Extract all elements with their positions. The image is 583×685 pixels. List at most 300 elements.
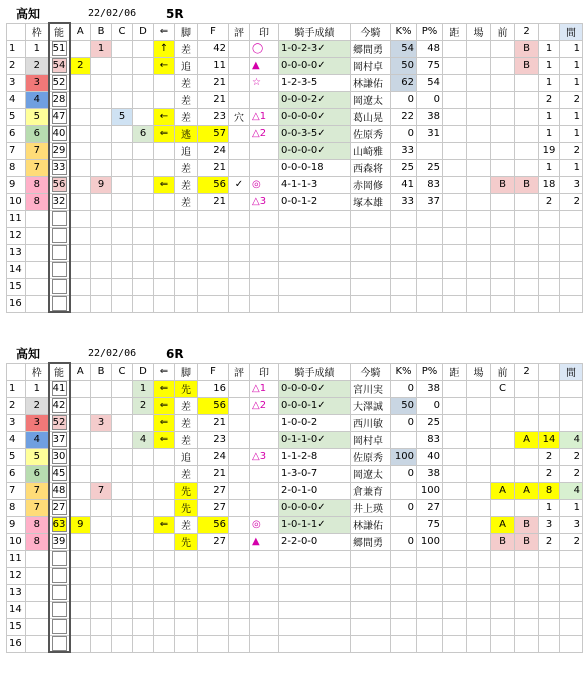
arrow-cell xyxy=(154,533,175,550)
col-header-course-cell: 場 xyxy=(467,363,491,380)
waku-cell xyxy=(26,601,49,618)
a-cell xyxy=(70,125,91,142)
row-number: 16 xyxy=(7,295,26,312)
interval-cell: 2 xyxy=(560,448,583,465)
a-cell xyxy=(70,618,91,635)
jockey-name-cell: 岡村卓 xyxy=(351,431,391,448)
jockey-name-cell: 林謙佑 xyxy=(351,74,391,91)
table-row xyxy=(7,516,583,533)
prev-cell xyxy=(491,193,515,210)
d-cell xyxy=(133,193,154,210)
prev-cell xyxy=(491,618,515,635)
extra-cell xyxy=(539,244,560,261)
col-header-interval-cell: 間 xyxy=(560,363,583,380)
b-cell xyxy=(91,533,112,550)
col-header-row-number xyxy=(7,363,26,380)
prev-cell xyxy=(491,567,515,584)
interval-cell xyxy=(560,244,583,261)
second-cell xyxy=(515,74,539,91)
arrow-cell xyxy=(154,584,175,601)
row-number: 1 xyxy=(7,40,26,57)
b-cell xyxy=(91,584,112,601)
second-cell xyxy=(515,618,539,635)
b-cell xyxy=(91,295,112,312)
a-cell xyxy=(70,261,91,278)
course-cell xyxy=(467,567,491,584)
jockey-name-cell: 塚本雄 xyxy=(351,193,391,210)
table-row-empty xyxy=(7,295,583,312)
row-number: 5 xyxy=(7,108,26,125)
interval-cell: 1 xyxy=(560,125,583,142)
interval-cell: 4 xyxy=(560,482,583,499)
b-cell xyxy=(91,550,112,567)
a-cell: 9 xyxy=(70,516,91,533)
prev-cell: A xyxy=(491,482,515,499)
prev-cell xyxy=(491,261,515,278)
col-header-second-cell: 2 xyxy=(515,23,539,40)
table-row xyxy=(7,448,583,465)
distance-cell xyxy=(443,635,467,652)
jockey-record-cell xyxy=(279,584,351,601)
jockey-record-cell xyxy=(279,567,351,584)
jockey-record-cell: 2-2-0-0 xyxy=(279,533,351,550)
course-cell xyxy=(467,635,491,652)
c-cell xyxy=(112,176,133,193)
p-pct-cell: 37 xyxy=(417,193,443,210)
interval-cell xyxy=(560,227,583,244)
k-pct-cell: 100 xyxy=(391,448,417,465)
hyo-cell xyxy=(229,244,250,261)
col-header-distance-cell: 距 xyxy=(443,363,467,380)
b-cell xyxy=(91,431,112,448)
table-row-empty xyxy=(7,244,583,261)
interval-cell xyxy=(560,295,583,312)
row-number: 15 xyxy=(7,278,26,295)
p-pct-cell: 48 xyxy=(417,40,443,57)
jockey-record-cell xyxy=(279,210,351,227)
p-pct-cell xyxy=(417,142,443,159)
a-cell xyxy=(70,482,91,499)
hyo-cell xyxy=(229,584,250,601)
k-pct-cell: 0 xyxy=(391,380,417,397)
f-cell: 21 xyxy=(198,414,229,431)
kyaku-cell: 差 xyxy=(175,397,198,414)
d-cell: 1 xyxy=(133,380,154,397)
a-cell xyxy=(70,227,91,244)
arrow-cell xyxy=(154,210,175,227)
table-row-empty xyxy=(7,584,583,601)
c-cell xyxy=(112,125,133,142)
nou-value xyxy=(52,296,67,311)
mark-cell xyxy=(250,482,279,499)
second-cell xyxy=(515,601,539,618)
hyo-cell xyxy=(229,550,250,567)
course-cell xyxy=(467,533,491,550)
nou-cell xyxy=(49,482,70,499)
b-cell: 3 xyxy=(91,414,112,431)
waku-cell: 8 xyxy=(26,193,49,210)
course-cell xyxy=(467,380,491,397)
waku-cell: 1 xyxy=(26,380,49,397)
k-pct-cell xyxy=(391,261,417,278)
prev-cell xyxy=(491,142,515,159)
k-pct-cell xyxy=(391,244,417,261)
mark-cell xyxy=(250,159,279,176)
c-cell xyxy=(112,244,133,261)
d-cell xyxy=(133,448,154,465)
extra-cell: 2 xyxy=(539,533,560,550)
arrow-cell xyxy=(154,227,175,244)
extra-cell: 19 xyxy=(539,142,560,159)
k-pct-cell xyxy=(391,635,417,652)
hyo-cell xyxy=(229,125,250,142)
col-header-course-cell: 場 xyxy=(467,23,491,40)
extra-cell: 1 xyxy=(539,159,560,176)
mark-cell xyxy=(250,227,279,244)
arrow-cell xyxy=(154,244,175,261)
row-number: 4 xyxy=(7,431,26,448)
jockey-record-cell: 1-3-0-7 xyxy=(279,465,351,482)
c-cell xyxy=(112,567,133,584)
interval-cell: 3 xyxy=(560,516,583,533)
f-cell: 16 xyxy=(198,380,229,397)
jockey-name-cell: 倉兼育 xyxy=(351,482,391,499)
second-cell xyxy=(515,278,539,295)
arrow-cell xyxy=(154,499,175,516)
nou-value xyxy=(52,636,67,651)
nou-cell xyxy=(49,244,70,261)
second-cell xyxy=(515,261,539,278)
k-pct-cell xyxy=(391,482,417,499)
nou-cell xyxy=(49,227,70,244)
distance-cell xyxy=(443,40,467,57)
nou-cell xyxy=(49,550,70,567)
interval-cell: 2 xyxy=(560,533,583,550)
venue-label: 高知 xyxy=(16,347,41,361)
f-cell: 21 xyxy=(198,465,229,482)
d-cell xyxy=(133,567,154,584)
jockey-name-cell xyxy=(351,244,391,261)
f-cell: 24 xyxy=(198,142,229,159)
table-row xyxy=(7,482,583,499)
table-row xyxy=(7,57,583,74)
course-cell xyxy=(467,91,491,108)
mark-cell: ☆ xyxy=(250,74,279,91)
b-cell xyxy=(91,108,112,125)
course-cell xyxy=(467,601,491,618)
prev-cell: B xyxy=(491,533,515,550)
extra-cell: 1 xyxy=(539,40,560,57)
kyaku-cell: 先 xyxy=(175,533,198,550)
row-number: 5 xyxy=(7,448,26,465)
row-number: 6 xyxy=(7,465,26,482)
d-cell xyxy=(133,516,154,533)
nou-value: 45 xyxy=(52,468,66,479)
f-cell xyxy=(198,244,229,261)
race-panel-6r xyxy=(6,346,580,653)
k-pct-cell: 0 xyxy=(391,125,417,142)
extra-cell: 1 xyxy=(539,125,560,142)
prev-cell: B xyxy=(491,176,515,193)
prev-cell xyxy=(491,635,515,652)
table-row xyxy=(7,108,583,125)
hyo-cell xyxy=(229,91,250,108)
hyo-cell xyxy=(229,635,250,652)
col-header-f-cell: F xyxy=(198,23,229,40)
race-label: 6R xyxy=(166,347,184,361)
arrow-cell xyxy=(154,91,175,108)
course-cell xyxy=(467,414,491,431)
kyaku-cell: 先 xyxy=(175,482,198,499)
waku-cell xyxy=(26,567,49,584)
course-cell xyxy=(467,244,491,261)
d-cell xyxy=(133,159,154,176)
jockey-record-cell xyxy=(279,278,351,295)
arrow-cell xyxy=(154,601,175,618)
nou-value xyxy=(52,619,67,634)
mark-cell xyxy=(250,584,279,601)
k-pct-cell xyxy=(391,516,417,533)
jockey-name-cell: 郷間勇 xyxy=(351,40,391,57)
kyaku-cell xyxy=(175,550,198,567)
jockey-record-cell xyxy=(279,227,351,244)
extra-cell xyxy=(539,414,560,431)
col-header-arrow-cell: ⇐ xyxy=(154,23,175,40)
nou-value: 42 xyxy=(52,400,66,411)
d-cell xyxy=(133,74,154,91)
hyo-cell xyxy=(229,40,250,57)
extra-cell: 3 xyxy=(539,516,560,533)
waku-cell: 2 xyxy=(26,57,49,74)
prev-cell xyxy=(491,159,515,176)
kyaku-cell xyxy=(175,567,198,584)
arrow-cell: ⇐ xyxy=(154,516,175,533)
nou-value: 63 xyxy=(52,519,66,530)
distance-cell xyxy=(443,567,467,584)
p-pct-cell xyxy=(417,295,443,312)
c-cell xyxy=(112,499,133,516)
distance-cell xyxy=(443,244,467,261)
p-pct-cell: 75 xyxy=(417,57,443,74)
header-row xyxy=(7,363,583,380)
extra-cell xyxy=(539,210,560,227)
mark-cell xyxy=(250,414,279,431)
b-cell xyxy=(91,210,112,227)
col-header-mark-cell: 印 xyxy=(250,23,279,40)
course-cell xyxy=(467,278,491,295)
k-pct-cell xyxy=(391,431,417,448)
c-cell xyxy=(112,448,133,465)
row-number: 12 xyxy=(7,567,26,584)
distance-cell xyxy=(443,74,467,91)
f-cell xyxy=(198,567,229,584)
course-cell xyxy=(467,125,491,142)
f-cell xyxy=(198,227,229,244)
kyaku-cell xyxy=(175,278,198,295)
row-number: 11 xyxy=(7,550,26,567)
nou-value xyxy=(52,228,67,243)
nou-cell xyxy=(49,414,70,431)
nou-value: 39 xyxy=(52,536,66,547)
a-cell xyxy=(70,499,91,516)
course-cell xyxy=(467,108,491,125)
second-cell xyxy=(515,295,539,312)
kyaku-cell: 差 xyxy=(175,516,198,533)
jockey-record-cell xyxy=(279,244,351,261)
d-cell xyxy=(133,244,154,261)
col-header-second-cell: 2 xyxy=(515,363,539,380)
nou-value xyxy=(52,245,67,260)
prev-cell xyxy=(491,74,515,91)
extra-cell xyxy=(539,635,560,652)
distance-cell xyxy=(443,499,467,516)
c-cell xyxy=(112,57,133,74)
a-cell xyxy=(70,295,91,312)
mark-cell: ◯ xyxy=(250,40,279,57)
k-pct-cell xyxy=(391,550,417,567)
nou-value xyxy=(52,602,67,617)
distance-cell xyxy=(443,584,467,601)
interval-cell: 2 xyxy=(560,465,583,482)
arrow-cell xyxy=(154,278,175,295)
nou-cell xyxy=(49,380,70,397)
mark-cell xyxy=(250,618,279,635)
p-pct-cell: 54 xyxy=(417,74,443,91)
jockey-record-cell: 1-0-0-2 xyxy=(279,414,351,431)
col-header-row-number xyxy=(7,23,26,40)
waku-cell: 7 xyxy=(26,142,49,159)
f-cell: 56 xyxy=(198,176,229,193)
jockey-record-cell: 0-0-1-2 xyxy=(279,193,351,210)
distance-cell xyxy=(443,91,467,108)
k-pct-cell xyxy=(391,295,417,312)
course-cell xyxy=(467,448,491,465)
b-cell xyxy=(91,516,112,533)
second-cell xyxy=(515,465,539,482)
second-cell: B xyxy=(515,57,539,74)
nou-cell xyxy=(49,431,70,448)
kyaku-cell xyxy=(175,210,198,227)
b-cell xyxy=(91,278,112,295)
jockey-record-cell xyxy=(279,295,351,312)
row-number: 7 xyxy=(7,142,26,159)
row-number: 4 xyxy=(7,91,26,108)
row-number: 1 xyxy=(7,380,26,397)
table-row-empty xyxy=(7,601,583,618)
distance-cell xyxy=(443,227,467,244)
course-cell xyxy=(467,550,491,567)
arrow-cell: ⇐ xyxy=(154,431,175,448)
row-number: 10 xyxy=(7,193,26,210)
row-number: 7 xyxy=(7,482,26,499)
row-number: 2 xyxy=(7,397,26,414)
b-cell xyxy=(91,261,112,278)
interval-cell xyxy=(560,210,583,227)
prev-cell: C xyxy=(491,380,515,397)
p-pct-cell: 83 xyxy=(417,431,443,448)
mark-cell xyxy=(250,499,279,516)
f-cell xyxy=(198,601,229,618)
table-row-empty xyxy=(7,567,583,584)
hyo-cell xyxy=(229,482,250,499)
extra-cell: 1 xyxy=(539,499,560,516)
nou-value: 27 xyxy=(52,502,66,513)
extra-cell xyxy=(539,584,560,601)
table-row-empty xyxy=(7,261,583,278)
nou-cell xyxy=(49,108,70,125)
mark-cell: ▲ xyxy=(250,533,279,550)
second-cell xyxy=(515,380,539,397)
table-row xyxy=(7,414,583,431)
waku-cell xyxy=(26,550,49,567)
a-cell xyxy=(70,40,91,57)
waku-cell: 5 xyxy=(26,108,49,125)
d-cell: 6 xyxy=(133,125,154,142)
table-row-empty xyxy=(7,227,583,244)
nou-cell xyxy=(49,193,70,210)
second-cell: B xyxy=(515,176,539,193)
hyo-cell xyxy=(229,567,250,584)
waku-cell: 6 xyxy=(26,125,49,142)
prev-cell xyxy=(491,584,515,601)
c-cell xyxy=(112,414,133,431)
jockey-name-cell: 林謙佑 xyxy=(351,516,391,533)
a-cell xyxy=(70,142,91,159)
k-pct-cell xyxy=(391,601,417,618)
nou-value: 51 xyxy=(52,43,66,54)
nou-cell xyxy=(49,516,70,533)
nou-value: 41 xyxy=(52,383,66,394)
col-header-d-cell: D xyxy=(133,23,154,40)
interval-cell: 1 xyxy=(560,499,583,516)
hyo-cell xyxy=(229,210,250,227)
interval-cell: 1 xyxy=(560,74,583,91)
col-header-jockey-record-cell: 騎手成績 xyxy=(279,363,351,380)
jockey-name-cell: 佐原秀 xyxy=(351,448,391,465)
jockey-record-cell: 0-0-0-1✓ xyxy=(279,397,351,414)
a-cell xyxy=(70,193,91,210)
jockey-name-cell xyxy=(351,278,391,295)
d-cell xyxy=(133,142,154,159)
b-cell xyxy=(91,601,112,618)
col-header-p-pct-cell: P% xyxy=(417,363,443,380)
second-cell: B xyxy=(515,516,539,533)
table-row xyxy=(7,142,583,159)
distance-cell xyxy=(443,397,467,414)
jockey-name-cell xyxy=(351,618,391,635)
a-cell xyxy=(70,278,91,295)
second-cell xyxy=(515,448,539,465)
table-row xyxy=(7,40,583,57)
waku-cell: 5 xyxy=(26,448,49,465)
waku-cell: 7 xyxy=(26,499,49,516)
mark-cell: ◎ xyxy=(250,516,279,533)
col-header-mark-cell: 印 xyxy=(250,363,279,380)
waku-cell xyxy=(26,618,49,635)
p-pct-cell: 100 xyxy=(417,533,443,550)
p-pct-cell: 40 xyxy=(417,448,443,465)
b-cell xyxy=(91,465,112,482)
interval-cell: 2 xyxy=(560,142,583,159)
arrow-cell: ↑ xyxy=(154,40,175,57)
jockey-name-cell: 岡遼太 xyxy=(351,465,391,482)
a-cell xyxy=(70,567,91,584)
extra-cell xyxy=(539,278,560,295)
arrow-cell xyxy=(154,448,175,465)
distance-cell xyxy=(443,57,467,74)
distance-cell xyxy=(443,414,467,431)
col-header-a-cell: A xyxy=(70,23,91,40)
